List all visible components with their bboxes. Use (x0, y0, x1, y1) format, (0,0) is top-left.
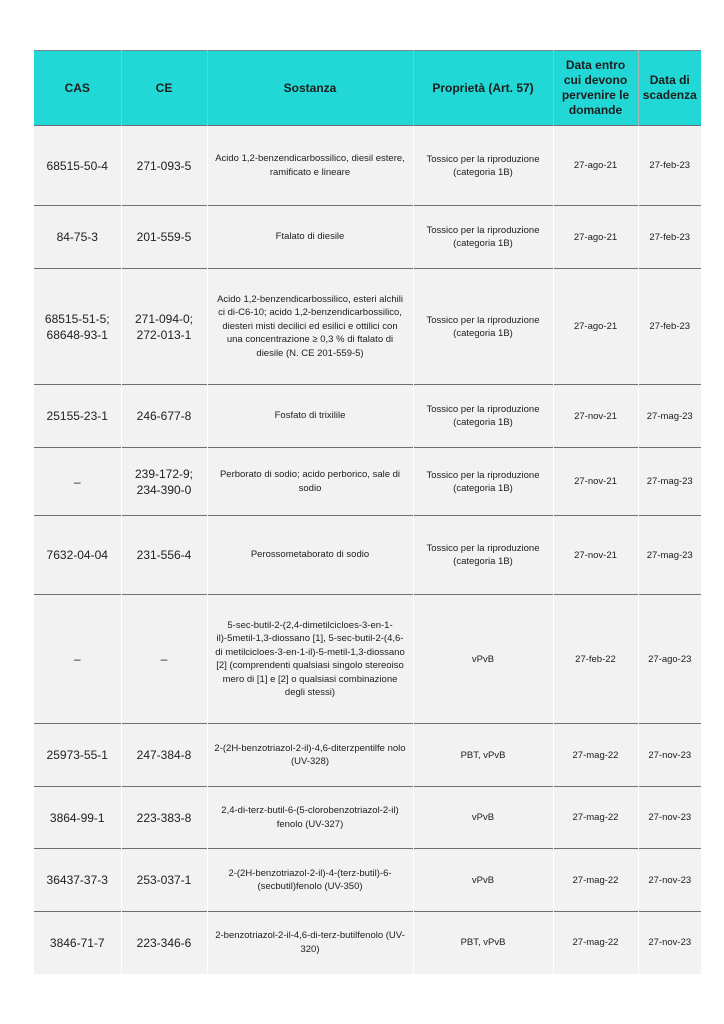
cell-data-domande: 27-ago-21 (553, 269, 638, 385)
header-proprieta: Proprietà (Art. 57) (413, 51, 553, 126)
header-sostanza: Sostanza (207, 51, 413, 126)
cell-sostanza: Acido 1,2-benzendicarbossilico, diesil estere, ramificato e lineare (207, 126, 413, 206)
svhc-table (34, 50, 701, 974)
cell-scadenza: 27-mag-23 (638, 448, 701, 516)
cell-ce: 239-172-9; 234-390-0 (121, 448, 207, 516)
cell-sostanza: 2-benzotriazol-2-il-4,6-di-terz-butilfenolo (UV-320) (207, 912, 413, 974)
cell-scadenza: 27-feb-23 (638, 126, 701, 206)
table-row (34, 206, 701, 269)
header-cas: CAS (34, 51, 121, 126)
cell-cas: 25155-23-1 (34, 385, 121, 448)
table-row (34, 787, 701, 849)
cell-ce: 271-094-0; 272-013-1 (121, 269, 207, 385)
cell-scadenza: 27-nov-23 (638, 912, 701, 974)
cell-data-domande: 27-mag-22 (553, 787, 638, 849)
cell-proprieta: PBT, vPvB (413, 724, 553, 787)
cell-scadenza: 27-ago-23 (638, 595, 701, 724)
cell-ce: 223-346-6 (121, 912, 207, 974)
cell-proprieta: Tossico per la riproduzione (categoria 1B) (413, 385, 553, 448)
cell-cas: 36437-37-3 (34, 849, 121, 912)
cell-data-domande: 27-nov-21 (553, 448, 638, 516)
cell-cas: 68515-51-5; 68648-93-1 (34, 269, 121, 385)
cell-sostanza: 2-(2H-benzotriazol-2-il)-4-(terz-butil)-6-(secbutil)fenolo (UV-350) (207, 849, 413, 912)
cell-ce: 231-556-4 (121, 516, 207, 595)
cell-scadenza: 27-mag-23 (638, 385, 701, 448)
cell-proprieta: vPvB (413, 849, 553, 912)
cell-cas: 25973-55-1 (34, 724, 121, 787)
cell-cas: 84-75-3 (34, 206, 121, 269)
cell-data-domande: 27-nov-21 (553, 385, 638, 448)
cell-ce: 253-037-1 (121, 849, 207, 912)
cell-data-domande: 27-nov-21 (553, 516, 638, 595)
table-row (34, 385, 701, 448)
cell-cas: – (34, 595, 121, 724)
cell-scadenza: 27-feb-23 (638, 206, 701, 269)
cell-sostanza: Perborato di sodio; acido perborico, sale di sodio (207, 448, 413, 516)
table-row (34, 448, 701, 516)
cell-data-domande: 27-ago-21 (553, 126, 638, 206)
document-page (34, 50, 701, 974)
table-row (34, 269, 701, 385)
cell-data-domande: 27-ago-21 (553, 206, 638, 269)
cell-scadenza: 27-feb-23 (638, 269, 701, 385)
header-ce: CE (121, 51, 207, 126)
cell-scadenza: 27-nov-23 (638, 849, 701, 912)
cell-cas: 7632-04-04 (34, 516, 121, 595)
table-row (34, 595, 701, 724)
cell-proprieta: Tossico per la riproduzione (categoria 1B) (413, 516, 553, 595)
cell-sostanza: 5-sec-butil-2-(2,4-dimetilcicloes-3-en-1-il)-5metil-1,3-diossano [1], 5-sec-butil-2-(4,6-di metilcicloes-3-en-1-il)-5-metil-1,3-diossano [2] (comprendenti qualsiasi singolo stereoiso mero di [1] e [2] o qualsiasi combinazione degli stessi) (207, 595, 413, 724)
cell-sostanza: 2,4-di-terz-butil-6-(5-clorobenzotriazol-2-il) fenolo (UV-327) (207, 787, 413, 849)
cell-data-domande: 27-mag-22 (553, 849, 638, 912)
cell-scadenza: 27-nov-23 (638, 724, 701, 787)
cell-ce: 223-383-8 (121, 787, 207, 849)
cell-sostanza: Perossometaborato di sodio (207, 516, 413, 595)
cell-sostanza: Acido 1,2-benzendicarbossilico, esteri alchili ci di-C6-10; acido 1,2-benzendicarbossilico, diesteri misti decilici ed esilici e ottilici con una concentrazione ≥ 0,3 % di ftalato di diesile (N. CE 201-559-5) (207, 269, 413, 385)
cell-sostanza: Ftalato di diesile (207, 206, 413, 269)
cell-proprieta: Tossico per la riproduzione (categoria 1B) (413, 126, 553, 206)
table-row (34, 126, 701, 206)
header-scadenza: Data di scadenza (638, 51, 701, 126)
cell-proprieta: PBT, vPvB (413, 912, 553, 974)
table-row (34, 912, 701, 974)
cell-sostanza: 2-(2H-benzotriazol-2-il)-4,6-diterzpentilfe nolo (UV-328) (207, 724, 413, 787)
table-row (34, 724, 701, 787)
cell-ce: 201-559-5 (121, 206, 207, 269)
cell-proprieta: Tossico per la riproduzione (categoria 1B) (413, 206, 553, 269)
cell-cas: 3846-71-7 (34, 912, 121, 974)
cell-scadenza: 27-nov-23 (638, 787, 701, 849)
cell-cas: 3864-99-1 (34, 787, 121, 849)
cell-cas: 68515-50-4 (34, 126, 121, 206)
header-data-domande: Data entro cui devono pervenire le domande (553, 51, 638, 126)
cell-ce: 246-677-8 (121, 385, 207, 448)
cell-proprieta: Tossico per la riproduzione (categoria 1B) (413, 448, 553, 516)
cell-proprieta: Tossico per la riproduzione (categoria 1B) (413, 269, 553, 385)
cell-proprieta: vPvB (413, 595, 553, 724)
cell-ce: 271-093-5 (121, 126, 207, 206)
cell-proprieta: vPvB (413, 787, 553, 849)
cell-ce: 247-384-8 (121, 724, 207, 787)
cell-data-domande: 27-mag-22 (553, 912, 638, 974)
cell-scadenza: 27-mag-23 (638, 516, 701, 595)
cell-ce: – (121, 595, 207, 724)
table-row (34, 849, 701, 912)
cell-sostanza: Fosfato di trixilile (207, 385, 413, 448)
cell-cas: – (34, 448, 121, 516)
table-row (34, 516, 701, 595)
table-header-row (34, 51, 701, 126)
cell-data-domande: 27-feb-22 (553, 595, 638, 724)
cell-data-domande: 27-mag-22 (553, 724, 638, 787)
